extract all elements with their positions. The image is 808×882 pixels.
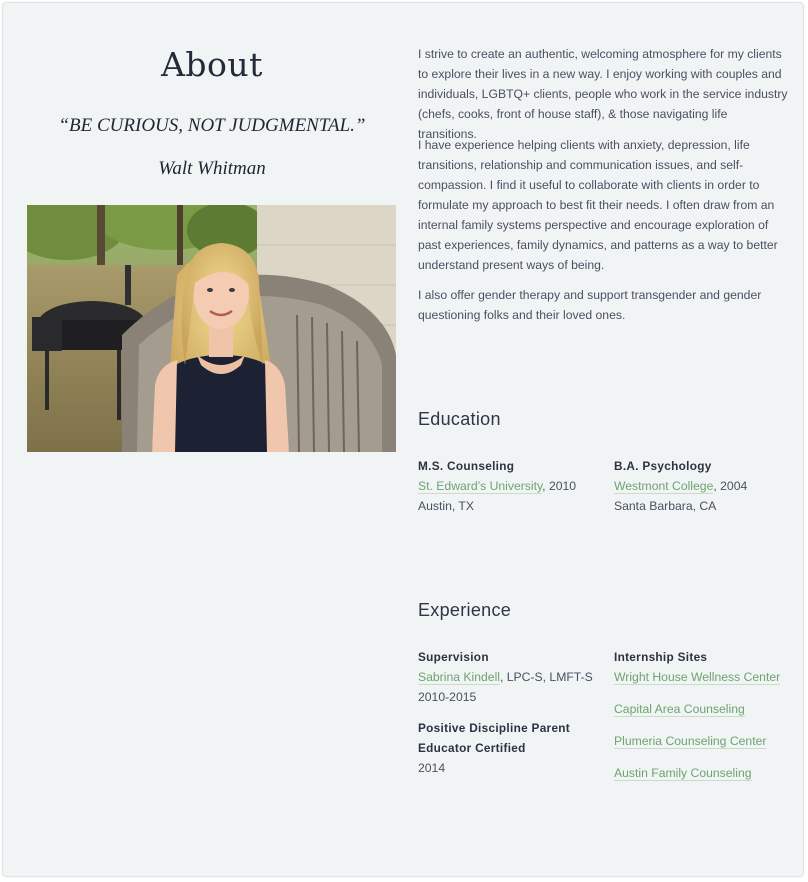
degree-year: , 2010 xyxy=(542,479,577,493)
supervisor-line xyxy=(418,667,608,687)
degree-location: Austin, TX xyxy=(418,499,474,513)
supervision-years: 2010-2015 xyxy=(418,690,477,704)
internship-site-item xyxy=(614,699,788,719)
degree-title: B.A. Psychology xyxy=(614,459,712,473)
education-heading: Education xyxy=(418,409,501,429)
quote-author: Walt Whitman xyxy=(158,158,266,179)
internship-site-link[interactable]: Capital Area Counseling xyxy=(614,702,745,716)
certification-year: 2014 xyxy=(418,761,446,775)
education-degree-1 xyxy=(418,456,608,516)
about-page xyxy=(3,3,803,876)
profile-photo-image xyxy=(27,205,396,452)
school-link-st-edwards[interactable]: St. Edward’s University xyxy=(418,479,543,493)
internship-site-item xyxy=(614,731,788,751)
bio-paragraph-3: I also offer gender therapy and support transgender and gender questioning folks and their loved ones. xyxy=(418,288,762,322)
supervisor-credentials: , LPC-S, LMFT-S xyxy=(499,670,593,684)
supervision-label: Supervision xyxy=(418,650,489,664)
education-degree-2 xyxy=(614,456,788,516)
internship-site-link[interactable]: Austin Family Counseling xyxy=(614,766,752,780)
degree-year: , 2004 xyxy=(713,479,748,493)
internship-sites-label: Internship Sites xyxy=(614,650,708,664)
degree-title: M.S. Counseling xyxy=(418,459,515,473)
page-title: About xyxy=(161,45,263,84)
internship-site-link[interactable]: Plumeria Counseling Center xyxy=(614,734,767,748)
bio-paragraph-2: I have experience helping clients with anxiety, depression, life transitions, relationship and communication issues, and self-compassion. I find it useful to collaborate with clients in order to formulate my approach to best fit their needs. I often draw from an internal family systems perspective and encourage exploration of past experiences, family dynamics, and patterns as a way to better understand present ways of being. xyxy=(418,138,778,272)
internship-sites-block xyxy=(614,647,788,783)
internship-site-link[interactable]: Wright House Wellness Center xyxy=(614,670,781,684)
internship-site-item xyxy=(614,763,788,783)
bio-paragraph-1: I strive to create an authentic, welcoming atmosphere for my clients to explore their lives in a new way. I enjoy working with couples and individuals, LGBTQ+ clients, people who work in the service industry (chefs, cooks, front of house staff), & those navigating life transitions. xyxy=(418,47,788,141)
supervision-block xyxy=(418,647,608,707)
school-link-westmont[interactable]: Westmont College xyxy=(614,479,714,493)
certification-label-line-2: Educator Certified xyxy=(418,741,526,755)
degree-school-line xyxy=(614,476,788,496)
certification-block xyxy=(418,718,608,778)
degree-school-line xyxy=(418,476,608,496)
quote-text: “BE CURIOUS, NOT JUDGMENTAL.” xyxy=(58,115,366,136)
experience-heading: Experience xyxy=(418,600,512,620)
internship-site-item xyxy=(614,667,788,687)
degree-location: Santa Barbara, CA xyxy=(614,499,717,513)
supervisor-link[interactable]: Sabrina Kindell xyxy=(418,670,500,684)
certification-label-line-1: Positive Discipline Parent xyxy=(418,721,571,735)
profile-photo xyxy=(27,205,396,452)
